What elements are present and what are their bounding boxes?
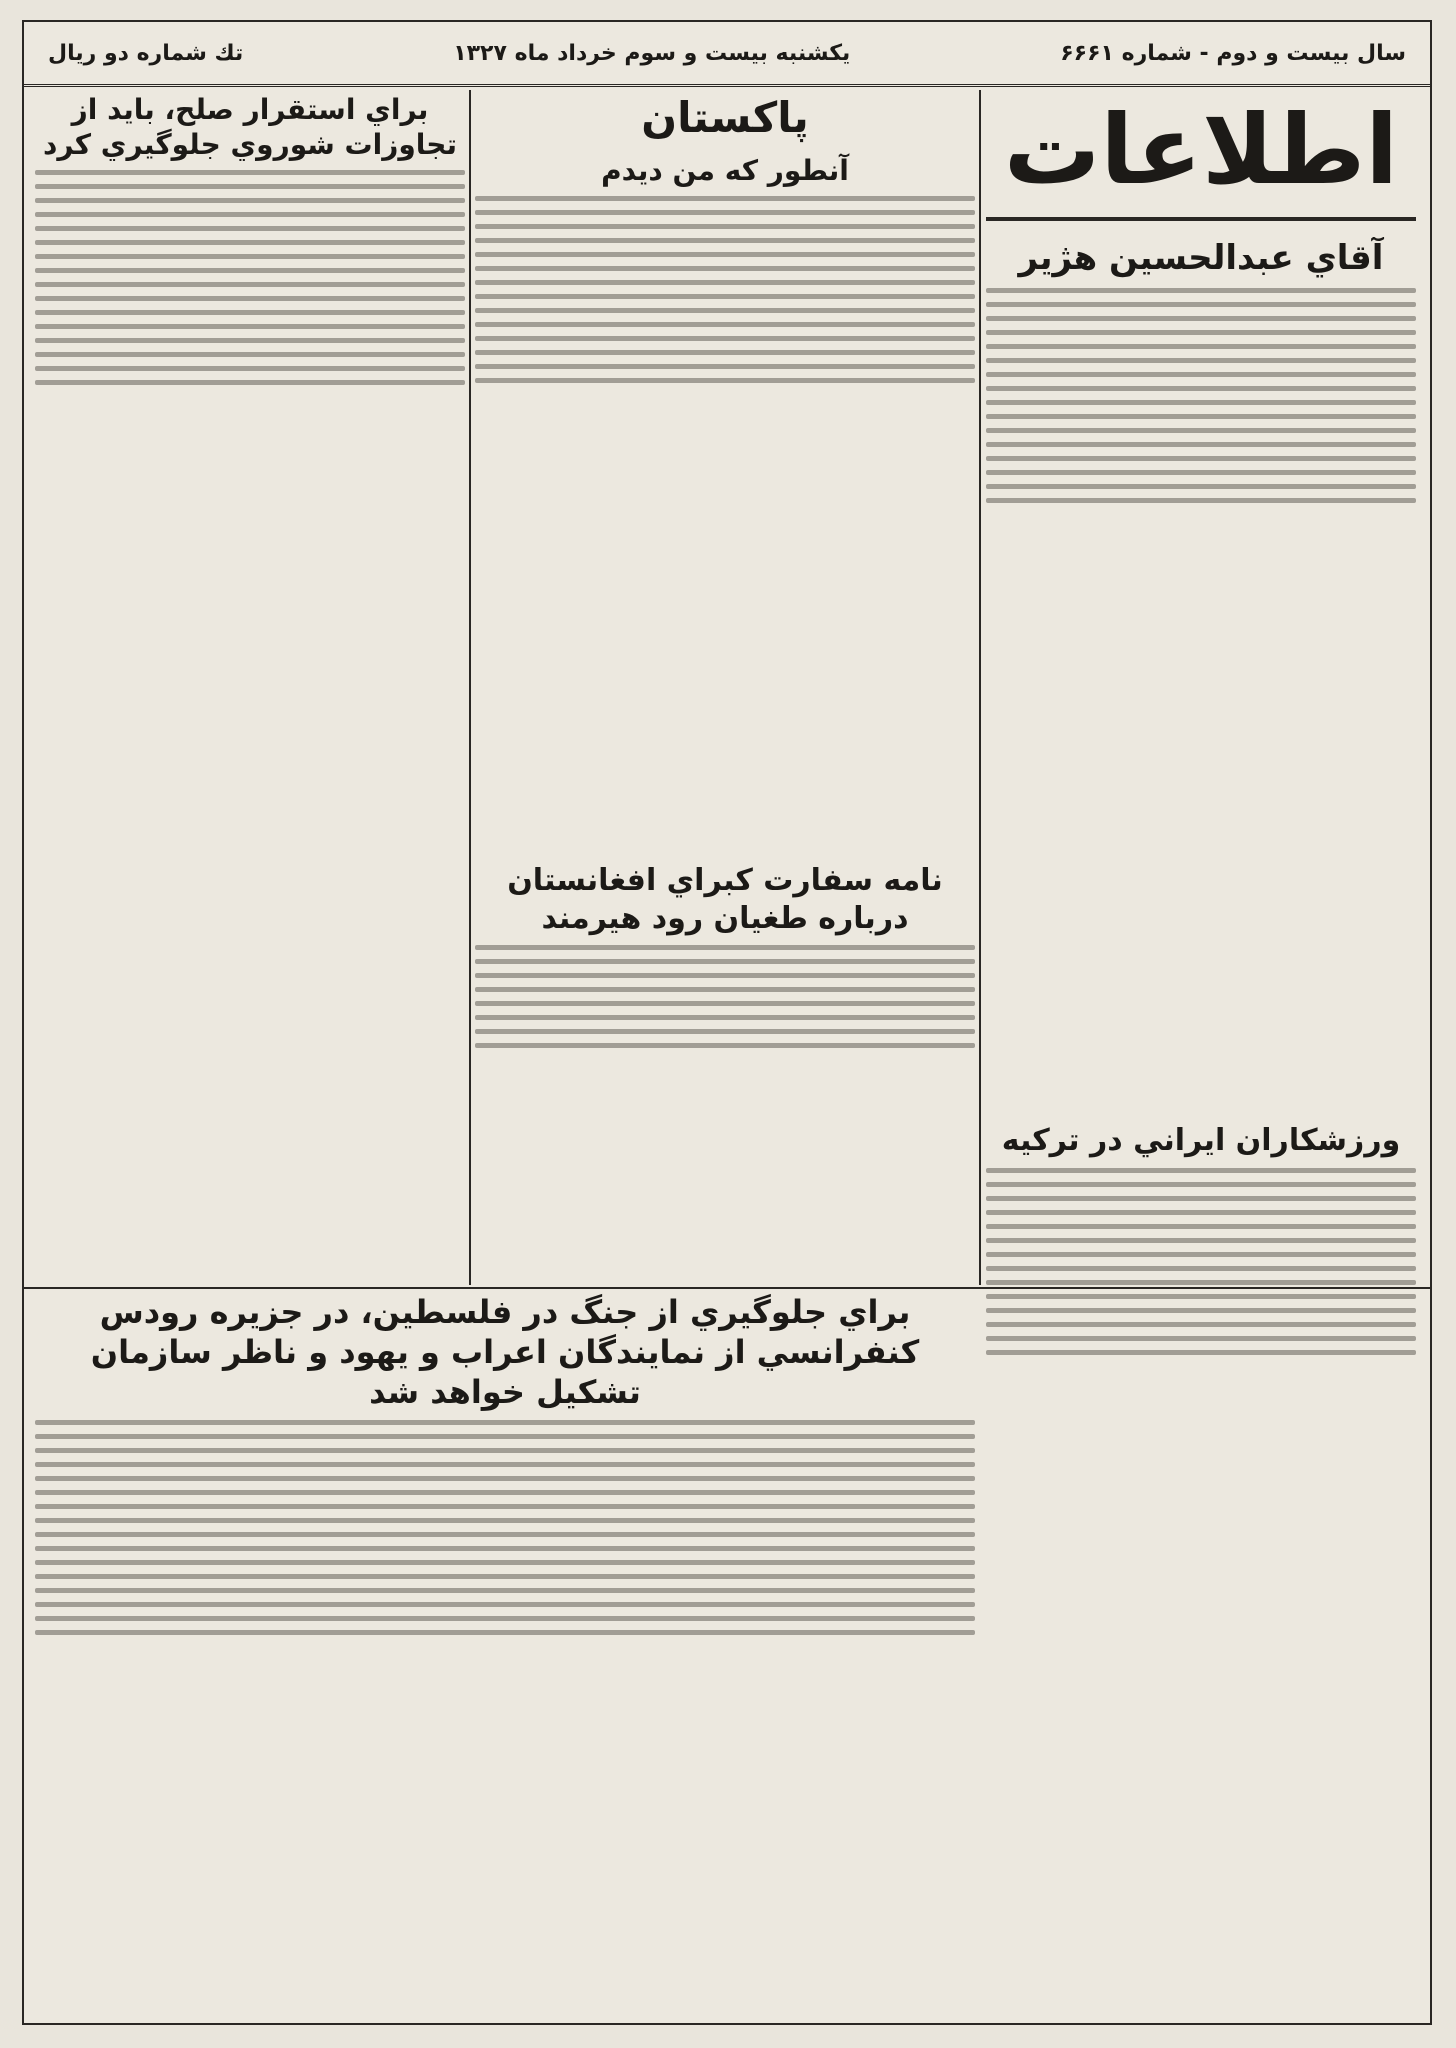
subheadline-pakistan: آنطور كه من ديدم bbox=[601, 153, 849, 187]
headline-wrestlers: ورزشكاران ايراني در تركيه bbox=[1001, 1123, 1401, 1158]
masthead-rule bbox=[986, 217, 1416, 221]
section-rule bbox=[24, 1287, 1430, 1289]
masthead-title: اطلاعات bbox=[1003, 94, 1399, 206]
top-bar bbox=[24, 22, 1430, 87]
article-body bbox=[35, 170, 465, 385]
article-body bbox=[35, 1420, 975, 1635]
headline-palestine: براي جلوگيري از جنگ در فلسطين، در جزيره رودس كنفرانسي از نمايندگان اعراب و يهود و ناظر سازمان تشكيل خواهد شد bbox=[90, 1293, 920, 1411]
column-pakistan bbox=[475, 92, 975, 832]
column-soviet bbox=[35, 92, 465, 1092]
headline-afghan: نامه سفارت كبراي افغانستان درباره طغيان رود هيرمند bbox=[507, 863, 943, 936]
headline-soviet: براي استقرار صلح، بايد از تجاوزات شوروي جلوگيري كرد bbox=[42, 93, 457, 161]
column-rule bbox=[979, 90, 981, 1285]
column-rule bbox=[469, 90, 471, 1285]
column-wrestlers bbox=[986, 1122, 1416, 2002]
date-label: يكشنبه بيست و سوم خرداد ماه ۱۳۲۷ bbox=[453, 40, 851, 66]
price-label: تك شماره دو ريال bbox=[48, 40, 244, 66]
issue-label: سال بيست و دوم - شماره ۶۶۶۱ bbox=[1060, 40, 1406, 66]
column-hazhir bbox=[986, 237, 1416, 1107]
headline-pakistan: پاكستان bbox=[641, 93, 809, 142]
headline-hazhir: آقاي عبدالحسين هژير bbox=[1018, 238, 1384, 278]
article-body bbox=[986, 288, 1416, 503]
article-body bbox=[475, 196, 975, 383]
column-afghan bbox=[475, 862, 975, 1282]
article-body bbox=[475, 945, 975, 1048]
column-palestine bbox=[35, 1292, 975, 2002]
newspaper-page bbox=[22, 20, 1432, 2025]
article-body bbox=[986, 1168, 1416, 1355]
